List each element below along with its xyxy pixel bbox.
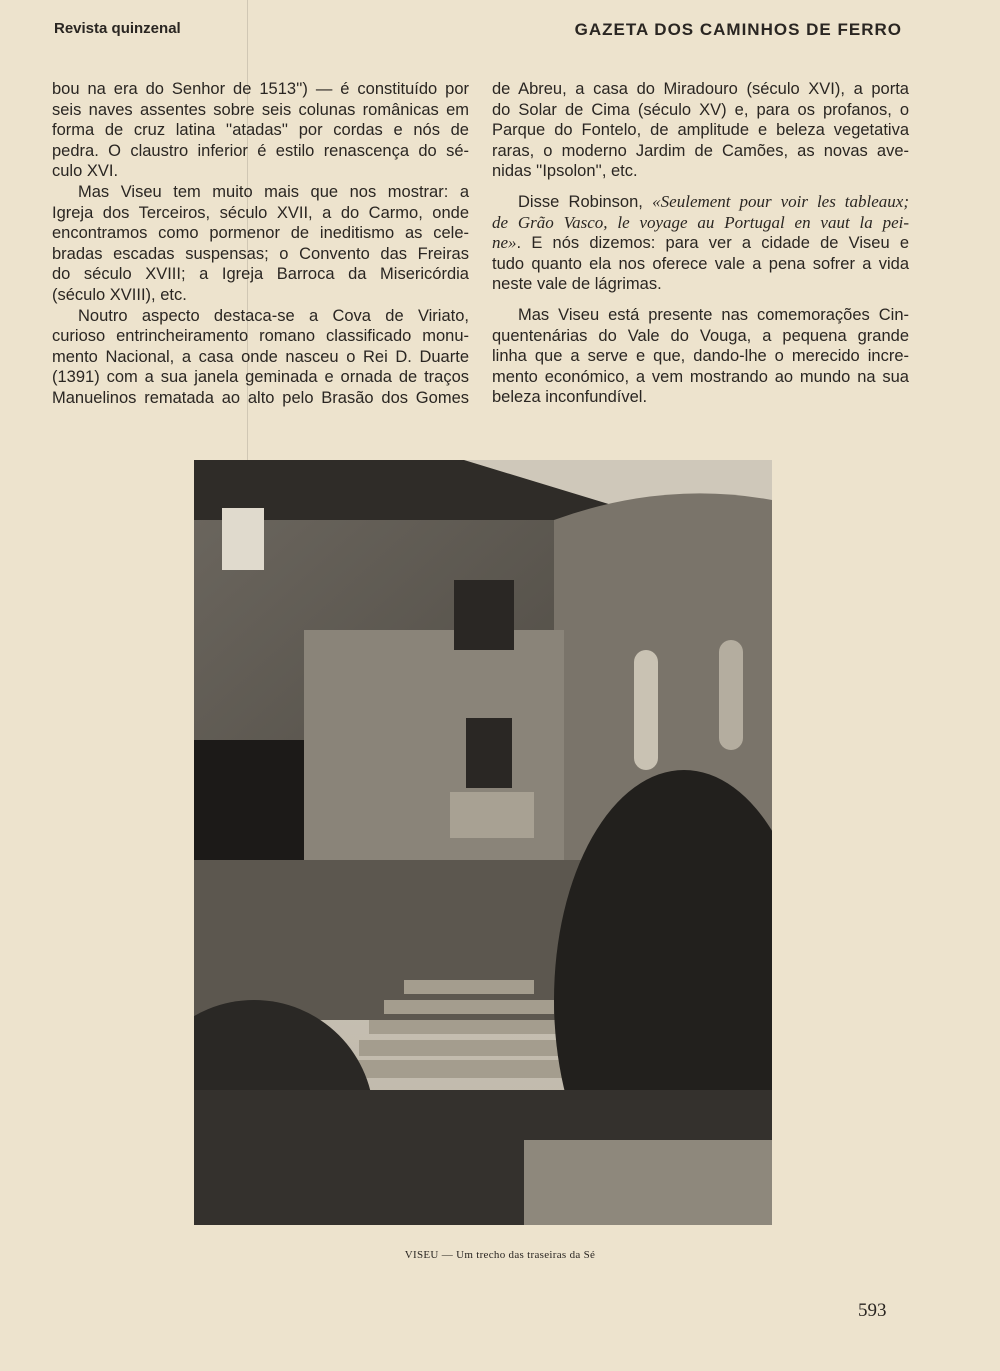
- text-line: Mas Viseu tem muito mais que nos mostrar: a: [78, 182, 469, 201]
- text-line: culo XVI.: [52, 162, 119, 181]
- quote-text: «Seulement pour voir les tableaux;: [652, 191, 909, 211]
- running-header-right: GAZETA DOS CAMINHOS DE FERRO: [574, 20, 902, 39]
- text-line: de Abreu, a casa do Miradouro (século XVI), a porta: [492, 80, 909, 98]
- photo-viseu-cathedral: [194, 460, 772, 1225]
- text-line: (1391) com a sua janela geminada e ornada de traços: [52, 368, 469, 387]
- photo-image: [194, 460, 772, 1225]
- running-header-left: Revista quinzenal: [54, 20, 181, 37]
- photo-caption: VISEU — Um trecho das traseiras da Sé: [404, 1249, 596, 1261]
- text-line: Manuelinos rematada ao alto pelo Brasão dos Gomes: [52, 388, 469, 407]
- paragraph: [492, 79, 909, 182]
- text: . E nós dizemos: para ver a cidade de Viseu e: [516, 234, 909, 253]
- paragraph: [492, 305, 909, 408]
- text-line: bou na era do Senhor de 1513'') — é constituído por: [52, 80, 469, 98]
- text-line: [492, 233, 909, 254]
- text-line: encontramos como pormenor de ineditismo as cele-: [52, 224, 469, 243]
- right-column: [492, 79, 909, 418]
- paragraph: [52, 306, 469, 409]
- text-line: Mas Viseu está presente nas comemorações Cin-: [518, 305, 909, 324]
- paragraph: [52, 182, 469, 306]
- text-line: neste vale de lágrimas.: [492, 275, 662, 294]
- text-line: (século XVIII), etc.: [52, 285, 187, 304]
- text-line: seis naves assentes sobre seis colunas românicas em: [52, 100, 469, 119]
- page-number: 593: [858, 1300, 887, 1321]
- text-line: tudo quanto ela nos oferece vale a pena sofrer a vida: [492, 254, 909, 273]
- paragraph: [52, 79, 469, 182]
- quote-text: ne»: [492, 233, 517, 253]
- text-line: mento económico, a vem mostrando ao mundo na sua: [492, 367, 909, 386]
- paragraph-robinson-quote: [492, 192, 909, 295]
- quote-text: de Grão Vasco, le voyage au Portugal en vaut la pei-: [492, 212, 909, 232]
- text-line: quentenárias do Vale do Vouga, a pequena grande: [492, 326, 909, 345]
- text-line: Igreja dos Terceiros, século XVII, a do Carmo, onde: [52, 203, 469, 222]
- text-line: forma de cruz latina ''atadas'' por cordas e nós de: [52, 121, 469, 140]
- text-line: raras, o moderno Jardim de Camões, as novas ave-: [492, 141, 909, 160]
- text-line: mento Nacional, a casa onde nasceu o Rei D. Duarte: [52, 347, 469, 366]
- left-column: [52, 79, 469, 409]
- text-line: beleza inconfundível.: [492, 388, 648, 407]
- text-line: curioso entrincheiramento romano classificado monu-: [52, 327, 469, 346]
- text-line: Parque do Fontelo, de amplitude e beleza vegetativa: [492, 121, 909, 140]
- text-line: [492, 213, 909, 234]
- text: Disse Robinson,: [518, 192, 653, 211]
- text-line: pedra. O claustro inferior é estilo renascença do sé-: [52, 141, 469, 160]
- text-line: Noutro aspecto destaca-se a Cova de Viriato,: [78, 306, 469, 325]
- text-line: [492, 192, 909, 213]
- text-line: nidas ''Ipsolon'', etc.: [492, 162, 638, 181]
- text-line: do Solar de Cima (século XV) e, para os profanos, o: [492, 100, 909, 119]
- text-line: bradas escadas suspensas; o Convento das Freiras: [52, 244, 469, 263]
- text-line: do século XVIII; a Igreja Barroca da Misericórdia: [52, 265, 469, 284]
- text-line: linha que a serve e que, dando-lhe o merecido incre-: [492, 347, 909, 366]
